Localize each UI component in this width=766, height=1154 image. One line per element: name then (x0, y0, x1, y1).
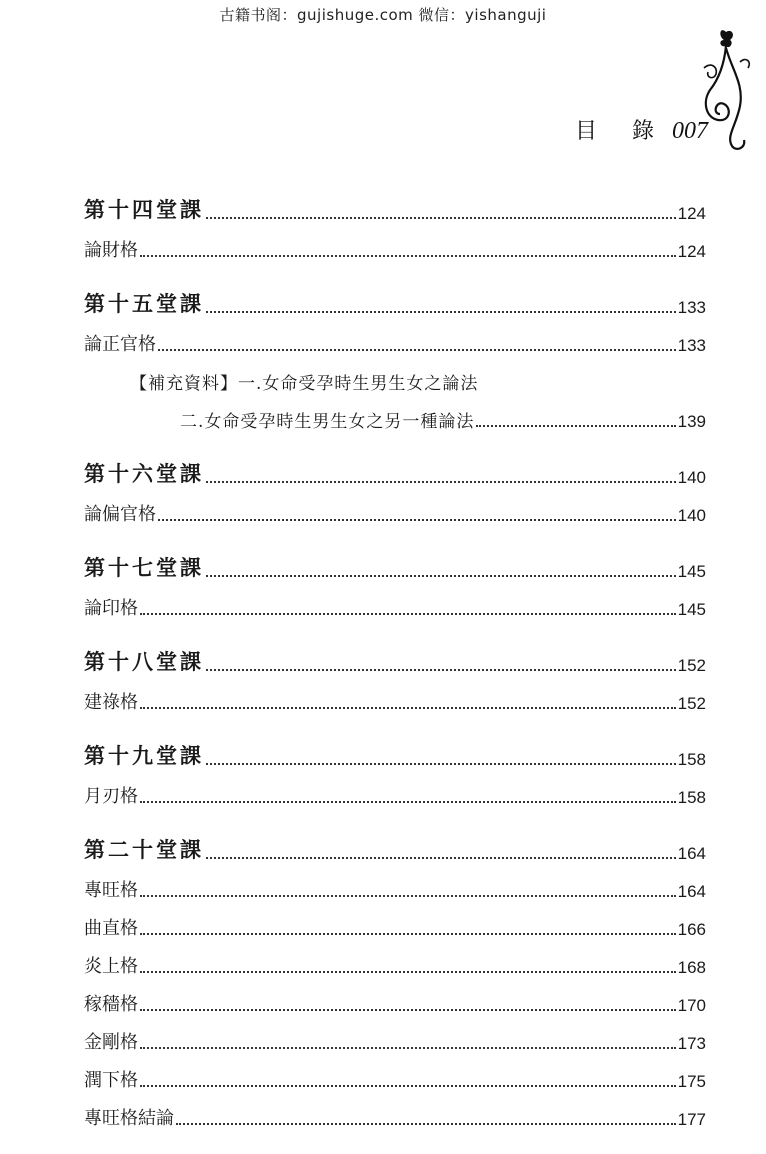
leader-dots (140, 1085, 676, 1087)
supplement-entry[interactable]: 【補充資料】一.女命受孕時生男生女之論法 (130, 374, 479, 394)
page-number: 007 (672, 118, 708, 144)
leader-dots (140, 895, 676, 897)
leader-dots (176, 1123, 676, 1125)
leader-dots (158, 519, 676, 521)
leader-dots (140, 1009, 676, 1011)
lesson-17[interactable]: 第十七堂課 145 (84, 555, 706, 581)
leader-dots (158, 349, 676, 351)
leader-dots (206, 763, 676, 765)
leader-dots (206, 857, 676, 859)
toc-entry[interactable]: 炎上格 168 (84, 956, 706, 977)
toc-entry[interactable]: 金剛格 173 (84, 1032, 706, 1053)
leader-dots (206, 311, 676, 313)
leader-dots (140, 933, 676, 935)
toc-entry[interactable]: 潤下格 175 (84, 1070, 706, 1091)
leader-dots (140, 971, 676, 973)
toc-title: 目 錄 (575, 119, 668, 144)
toc-entry[interactable]: 論財格 124 (84, 240, 706, 261)
watermark: 古籍书阁：gujishuge.com 微信：yishanguji (219, 6, 547, 24)
table-of-contents (84, 186, 706, 1130)
leader-dots (140, 801, 676, 803)
toc-entry[interactable]: 曲直格 166 (84, 918, 706, 939)
lesson-14[interactable]: 第十四堂課 124 (84, 197, 706, 223)
toc-entry[interactable]: 論印格 145 (84, 598, 706, 619)
lesson-18[interactable]: 第十八堂課 152 (84, 649, 706, 675)
leader-dots (140, 707, 676, 709)
lesson-20[interactable]: 第二十堂課 164 (84, 837, 706, 863)
toc-entry[interactable]: 論偏官格 140 (84, 504, 706, 525)
toc-entry[interactable]: 論正官格 133 (84, 334, 706, 355)
lesson-19[interactable]: 第十九堂課 158 (84, 743, 706, 769)
leader-dots (206, 481, 676, 483)
leader-dots (206, 575, 676, 577)
toc-entry[interactable]: 稼穡格 170 (84, 994, 706, 1015)
leader-dots (140, 1047, 676, 1049)
leader-dots (206, 217, 676, 219)
toc-entry[interactable]: 建祿格 152 (84, 692, 706, 713)
toc-entry[interactable]: 專旺格 164 (84, 880, 706, 901)
leader-dots (140, 255, 676, 257)
leader-dots (206, 669, 676, 671)
toc-entry[interactable]: 專旺格結論 177 (84, 1108, 706, 1129)
lesson-16[interactable]: 第十六堂課 140 (84, 461, 706, 487)
leader-dots (476, 425, 675, 427)
leader-dots (140, 613, 676, 615)
supplement-entry[interactable]: 二.女命受孕時生男生女之另一種論法 139 (180, 412, 706, 432)
lesson-15[interactable]: 第十五堂課 133 (84, 291, 706, 317)
toc-entry[interactable]: 月刃格 158 (84, 786, 706, 807)
page-header (575, 114, 708, 145)
